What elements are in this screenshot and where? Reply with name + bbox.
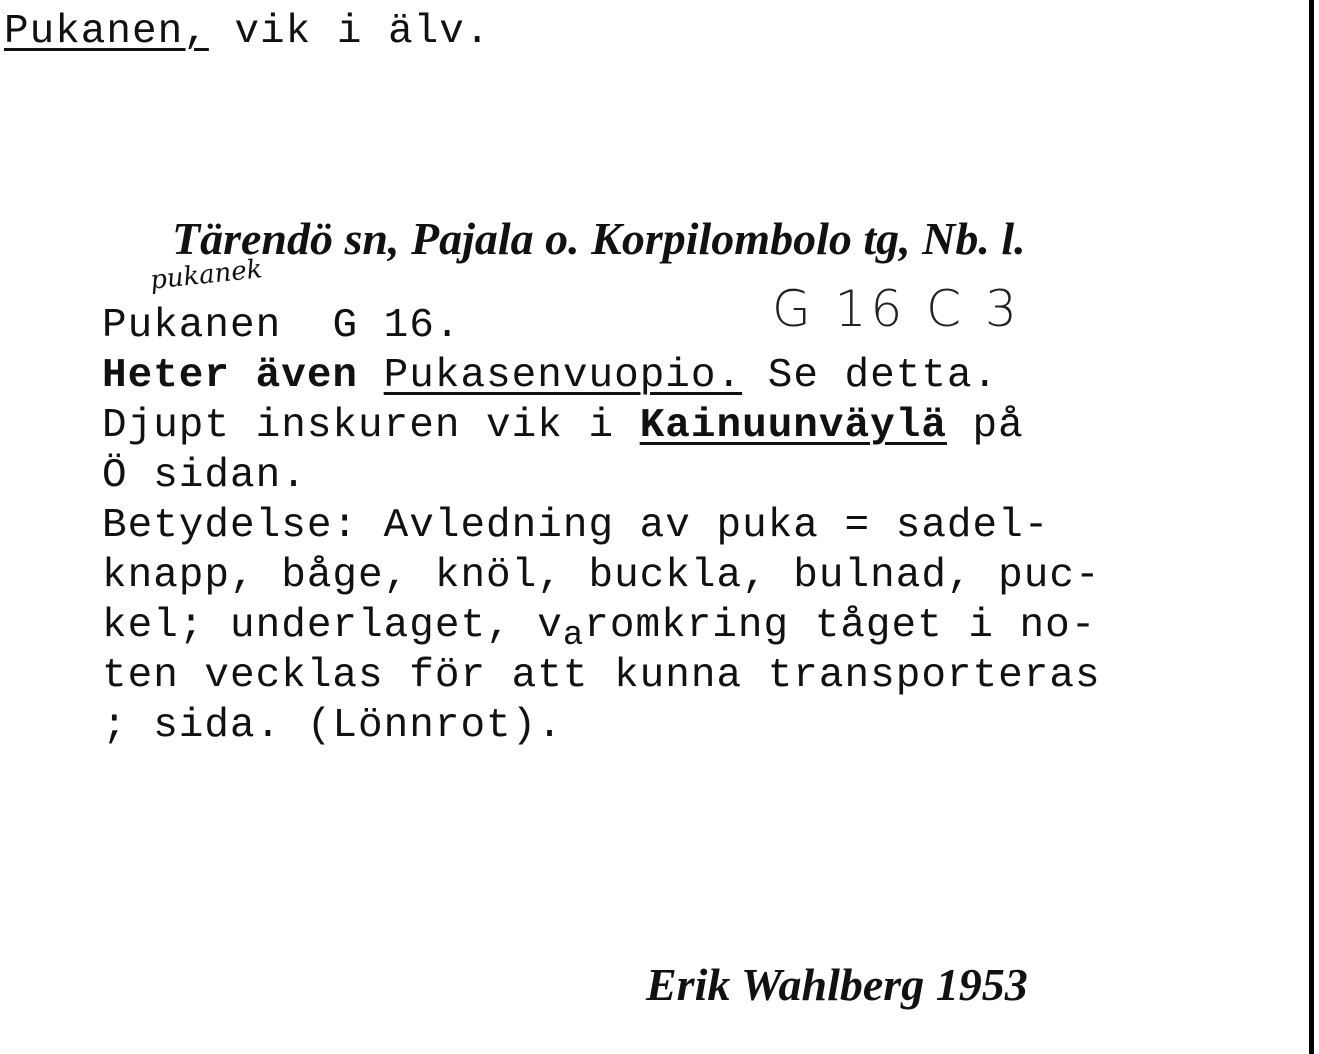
location-line: Tärendö sn, Pajala o. Korpilombolo tg, Nb. l. [172,213,1026,264]
card-header [4,9,491,55]
handwritten-dialect-form: pukanek [148,254,264,296]
body-line-4: Ö sidan. [102,453,307,499]
alias-prefix: Heter även [102,353,384,399]
line3-prefix: Djupt inskuren vik i [102,403,640,449]
line3-suffix: på [946,403,1024,449]
alias-link: Pukasenvuopio. [383,353,743,399]
body-line-3 [102,403,1024,449]
signature: Erik Wahlberg 1953 [646,959,1028,1010]
map-reference: G 16. [281,303,461,349]
alias-suffix: Se detta. [742,353,999,399]
body-line-1 [102,303,461,349]
body-line-9: ; sida. (Lönnrot). [102,703,563,749]
line7-start: kel; underlaget, v [102,603,563,649]
header-description: vik i älv. [208,9,491,55]
body-line-2 [102,353,999,399]
entry-name: Pukanen [102,303,282,349]
body-line-8: ten vecklas för att kunna transporteras [102,653,1101,699]
line7-subscript: a [562,617,585,655]
card-right-edge [1309,0,1314,1054]
river-link: Kainuunväylä [639,403,947,449]
body-line-7 [102,603,1097,655]
body-line-6: knapp, båge, knöl, buckla, bulnad, puc- [102,553,1101,599]
handwritten-map-code: G 16 C 3 [772,280,1021,338]
headword: Pukanen, [4,9,209,55]
body-line-5: Betydelse: Avledning av puka = sadel- [102,503,1050,549]
line7-end: romkring tåget i no- [584,603,1097,649]
